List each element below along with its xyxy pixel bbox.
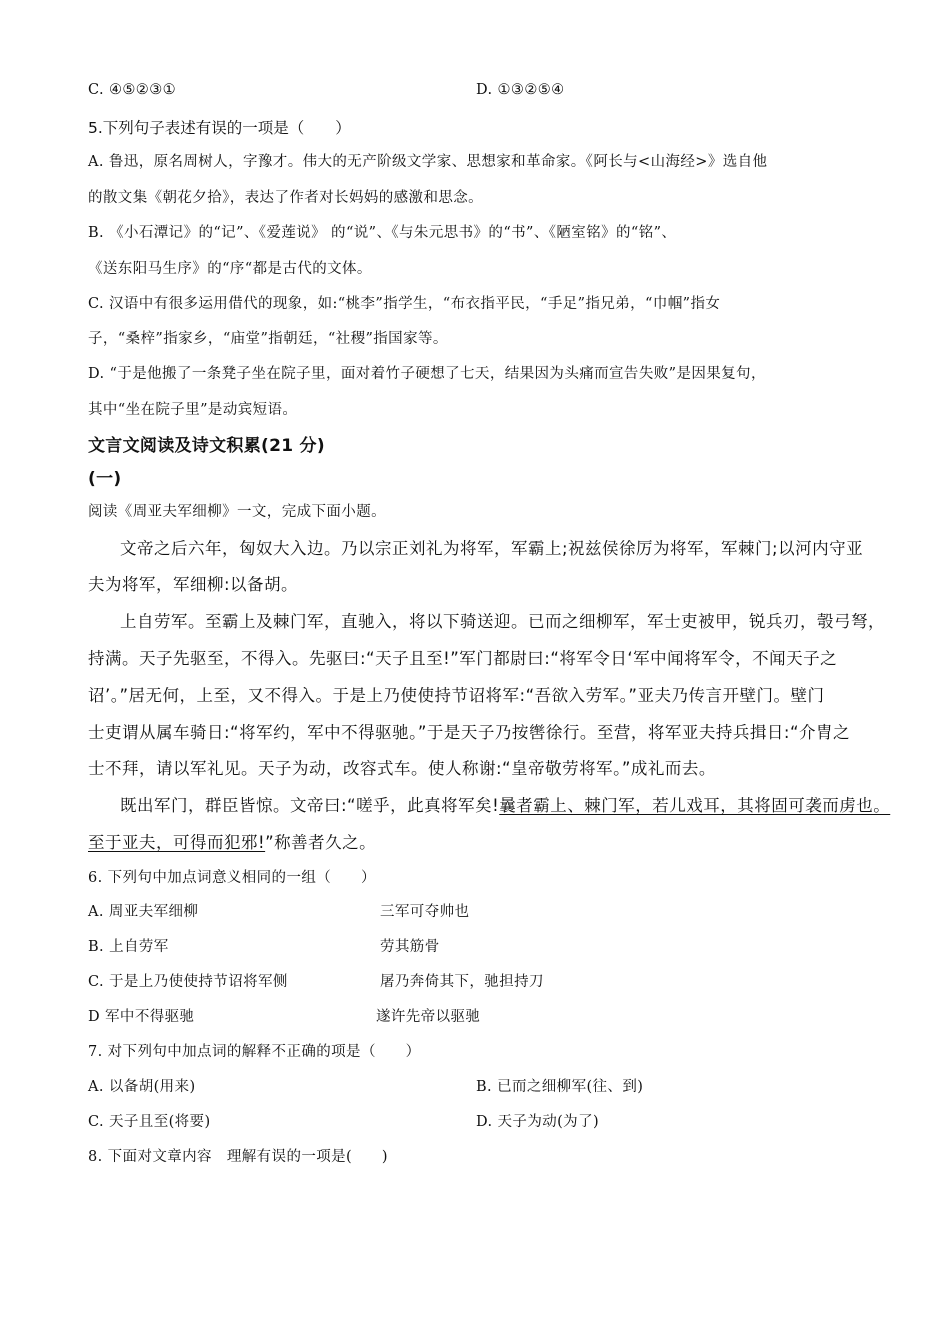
question-7-stem: 7. 对下列句中加点词的解释不正确的项是（ ）: [88, 1044, 421, 1060]
q6-option-c-left: C. 于是上乃使使持节诏将军侧: [88, 974, 288, 990]
q6-option-d-right: 遂许先帝以驱驰: [376, 1009, 481, 1025]
passage-p1-line1: 文帝之后六年，匈奴大入边。乃以宗正刘礼为将军，军霸上;祝兹侯徐厉为将军，军棘门;以河内守亚: [120, 539, 864, 558]
question-8-stem: 8. 下面对文章内容 理解有误的一项是( ): [88, 1149, 388, 1165]
passage-p3-line1: [120, 792, 890, 816]
section-title: 文言文阅读及诗文积累(21 分): [88, 436, 325, 456]
passage-p2-line5: 士不拜，请以军礼见。天子为动，改容式车。使人称谢:“皇帝敬劳将军。”成礼而去。: [88, 759, 716, 778]
q6-option-d-left: D 军中不得驱驰: [88, 1009, 195, 1025]
q5-option-a-line2: 的散文集《朝花夕拾》，表达了作者对长妈妈的感激和思念。: [88, 190, 484, 206]
q7-option-d: D. 天子为动(为了): [476, 1114, 600, 1130]
option-d-prev: D. ①③②⑤④: [476, 82, 565, 98]
passage-p3-line1-underlined: 曩者霸上、棘门军，若儿戏耳，其将固可袭而虏也。: [499, 796, 891, 815]
q6-option-b-left: B. 上自劳军: [88, 939, 169, 955]
passage-p3-line2-underlined: 至于亚夫，可得而犯邪!: [88, 833, 266, 852]
passage-p3-line2: [88, 829, 376, 853]
q5-option-d-line1: D. “于是他搬了一条凳子坐在院子里，面对着竹子硬想了七天，结果因为头痛而宣告失败”是因果复句，: [88, 366, 766, 382]
question-5-stem: 5.下列句子表述有误的一项是（ ）: [88, 119, 351, 137]
q6-option-a-right: 三军可夺帅也: [380, 904, 470, 920]
section-part-label: (一): [88, 469, 122, 489]
q7-option-a: A. 以备胡(用来): [88, 1079, 196, 1095]
q6-option-b-right: 劳其筋骨: [380, 939, 440, 955]
passage-p3-line2-plain: ”称善者久之。: [265, 833, 377, 852]
q5-option-c-line1: C. 汉语中有很多运用借代的现象，如:“桃李”指学生，“布衣指平民，“手足”指兄弟，“巾帼”指女: [88, 296, 721, 312]
q5-option-b-line2: 《送东阳马生序》的“序“都是古代的文体。: [88, 261, 372, 277]
q7-option-c: C. 天子且至(将要): [88, 1114, 211, 1130]
passage-p3-line1-plain: 既出军门，群臣皆惊。文帝曰:“嗟乎，此真将军矣!: [120, 796, 500, 815]
option-c-prev: C. ④⑤②③①: [88, 82, 176, 98]
q5-option-a-line1: A. 鲁迅，原名周树人，字豫才。伟大的无产阶级文学家、思想家和革命家。《阿长与<山海经>》选自他: [88, 154, 768, 170]
passage-p2-line1: 上自劳军。至霸上及棘门军，直驰入，将以下骑送迎。已而之细柳军，军士吏被甲，锐兵刃，彀弓弩，: [120, 612, 885, 631]
passage-p2-line3: 诏’。”居无何，上至，又不得入。于是上乃使使持节诏将军:“吾欲入劳军。”亚夫乃传言开壁门。壁门: [88, 686, 825, 705]
q6-option-c-right: 屠乃奔倚其下，驰担持刀: [380, 974, 544, 990]
q5-option-d-line2: 其中“坐在院子里”是动宾短语。: [88, 402, 298, 418]
q5-option-c-line2: 子，“桑梓”指家乡，“庙堂”指朝廷，“社稷”指国家等。: [88, 331, 448, 347]
q6-option-a-left: A. 周亚夫军细柳: [88, 904, 199, 920]
q7-option-b: B. 已而之细柳军(往、到): [476, 1079, 644, 1095]
reading-instruction: 阅读《周亚夫军细柳》一文，完成下面小题。: [88, 504, 386, 520]
passage-p2-line2: 持满。天子先驱至，不得入。先驱曰:“天子且至!”军门都尉曰:“将军令日‘军中闻将军令，不闻天子之: [88, 649, 838, 668]
passage-p2-line4: 士吏谓从属车骑日:“将军约，军中不得驱驰。”于是天子乃按辔徐行。至营，将军亚夫持兵揖日:“介胄之: [88, 723, 851, 742]
question-6-stem: 6. 下列句中加点词意义相同的一组（ ）: [88, 870, 376, 886]
passage-p1-line2: 夫为将军，军细柳:以备胡。: [88, 575, 299, 594]
q5-option-b-line1: B. 《小石潭记》的“记”、《爱莲说》 的“说”、《与朱元思书》的“书”、《陋室铭》的“铭”、: [88, 225, 677, 241]
